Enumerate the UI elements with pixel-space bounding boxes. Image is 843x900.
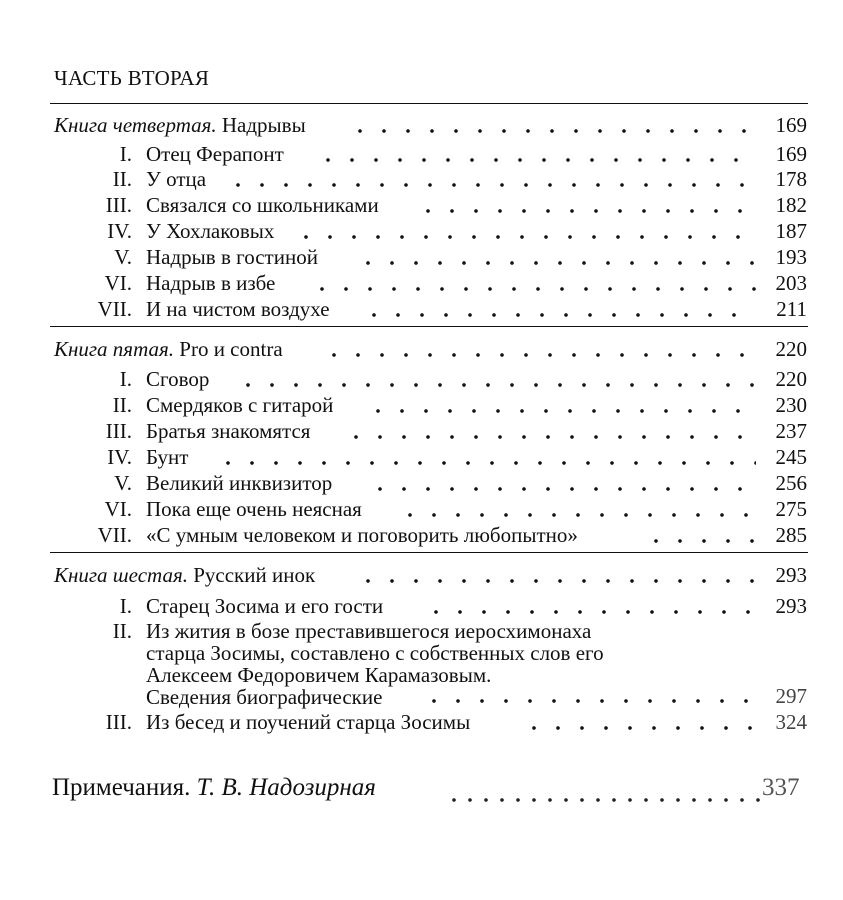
- chapter-entry[interactable]: [0, 593, 843, 619]
- leader-dots: [412, 207, 756, 215]
- page-number: 237: [775, 419, 807, 443]
- chapter-title-line: Сведения биографические: [146, 685, 383, 709]
- chapter-title: Связался со школьниками: [146, 193, 379, 217]
- page-number: 220: [775, 367, 807, 391]
- chapter-entry[interactable]: [0, 141, 843, 167]
- chapter-title-line: старца Зосимы, составлено с собственных слов его: [146, 641, 604, 665]
- book-label-italic: Книга шестая.: [54, 563, 188, 587]
- leader-dots: [222, 181, 756, 189]
- chapter-number: I.: [119, 367, 132, 391]
- page-number: 211: [776, 297, 807, 321]
- notes-author: Т. В. Надозирная: [196, 774, 376, 801]
- page-number: 275: [775, 497, 807, 521]
- chapter-number: II.: [112, 167, 132, 191]
- leader-dots: [352, 259, 756, 267]
- chapter-number: VI.: [104, 497, 132, 521]
- chapter-number: III.: [105, 193, 132, 217]
- chapter-entry[interactable]: [0, 496, 843, 522]
- chapter-entry[interactable]: [0, 218, 843, 244]
- page-number: 187: [775, 219, 807, 243]
- chapter-title: Отец Ферапонт: [146, 142, 284, 166]
- book-label-italic: Книга пятая.: [54, 337, 175, 361]
- chapter-title: Смердяков с гитарой: [146, 393, 334, 417]
- leader-dots: [364, 485, 756, 493]
- leader-dots: [340, 433, 756, 441]
- leader-dots: [446, 796, 760, 804]
- page-number: 203: [775, 271, 807, 295]
- book-title: Надрывы: [221, 113, 306, 137]
- notes-entry[interactable]: [52, 772, 376, 804]
- chapter-number: III.: [105, 419, 132, 443]
- leader-dots: [394, 511, 756, 519]
- book-label: [54, 112, 306, 138]
- leader-dots: [420, 608, 756, 616]
- leader-dots: [318, 351, 756, 359]
- page-number: 256: [775, 471, 807, 495]
- leader-dots: [358, 311, 756, 319]
- chapter-entry[interactable]: [0, 392, 843, 418]
- chapter-entry[interactable]: [0, 470, 843, 496]
- book-label-italic: Книга четвертая.: [54, 113, 217, 137]
- chapter-number: IV.: [107, 219, 132, 243]
- chapter-entry[interactable]: [0, 418, 843, 444]
- chapter-title: Пока еще очень неясная: [146, 497, 362, 521]
- page-number: 169: [775, 113, 807, 137]
- leader-dots: [362, 407, 756, 415]
- book-label: [54, 562, 315, 588]
- page-number: 230: [775, 393, 807, 417]
- chapter-title-line: Алексеем Федоровичем Карамазовым.: [146, 663, 492, 687]
- book-entry[interactable]: [0, 112, 843, 138]
- chapter-title: У Хохлаковых: [146, 219, 275, 243]
- chapter-number: I.: [119, 594, 132, 618]
- leader-dots: [418, 697, 756, 705]
- chapter-number: III.: [105, 710, 132, 734]
- leader-dots: [352, 577, 756, 585]
- page-number: 178: [775, 167, 807, 191]
- chapter-entry[interactable]: [0, 166, 843, 192]
- chapter-number: VII.: [97, 523, 132, 547]
- chapter-number: IV.: [107, 445, 132, 469]
- leader-dots: [640, 537, 756, 545]
- book-title: Pro и contra: [179, 337, 283, 361]
- chapter-title-line: Из жития в бозе преставившегося иеросхимонаха: [146, 619, 592, 643]
- book-title: Русский инок: [193, 563, 316, 587]
- divider: [50, 103, 808, 104]
- page-number: 169: [775, 142, 807, 166]
- page-number: 293: [775, 563, 807, 587]
- page-number: 220: [775, 337, 807, 361]
- page-number: 182: [775, 193, 807, 217]
- page-number: 285: [775, 523, 807, 547]
- chapter-title: «С умным человеком и поговорить любопытно»: [146, 523, 578, 547]
- chapter-entry[interactable]: [0, 444, 843, 470]
- leader-dots: [232, 381, 756, 389]
- chapter-entry[interactable]: [0, 522, 843, 548]
- book-entry[interactable]: [0, 336, 843, 362]
- leader-dots: [212, 459, 756, 467]
- page-number: 324: [775, 710, 807, 734]
- chapter-entry[interactable]: [0, 270, 843, 296]
- chapter-number: I.: [119, 142, 132, 166]
- chapter-title: Надрыв в избе: [146, 271, 276, 295]
- leader-dots: [312, 156, 756, 164]
- chapter-title: Великий инквизитор: [146, 471, 333, 495]
- chapter-page-row: [0, 685, 843, 707]
- chapter-entry[interactable]: [0, 296, 843, 322]
- chapter-entry[interactable]: [0, 366, 843, 392]
- chapter-number: VI.: [104, 271, 132, 295]
- page-number: 297: [775, 684, 807, 708]
- part-title: ЧАСТЬ ВТОРАЯ: [54, 66, 210, 90]
- leader-dots: [306, 285, 756, 293]
- chapter-title: Бунт: [146, 445, 189, 469]
- page-number: 193: [775, 245, 807, 269]
- page-number: 293: [775, 594, 807, 618]
- chapter-number: V.: [114, 471, 132, 495]
- chapter-number: II.: [112, 393, 132, 417]
- chapter-title: Из бесед и поучений старца Зосимы: [146, 710, 471, 734]
- chapter-title: У отца: [146, 167, 207, 191]
- page-number: 245: [775, 445, 807, 469]
- divider: [50, 326, 808, 327]
- chapter-entry[interactable]: [0, 709, 843, 735]
- leader-dots: [518, 724, 756, 732]
- leader-dots: [290, 233, 756, 241]
- book-label: [54, 336, 283, 362]
- notes-label: Примечания.: [52, 774, 191, 801]
- divider: [50, 552, 808, 553]
- chapter-entry[interactable]: [0, 192, 843, 218]
- chapter-number: V.: [114, 245, 132, 269]
- book-entry[interactable]: [0, 562, 843, 588]
- chapter-number: VII.: [97, 297, 132, 321]
- chapter-title: Братья знакомятся: [146, 419, 311, 443]
- chapter-number: II.: [112, 619, 132, 643]
- leader-dots: [344, 127, 756, 135]
- chapter-title: Старец Зосима и его гости: [146, 594, 384, 618]
- chapter-entry[interactable]: [0, 244, 843, 270]
- page-number: 337: [762, 774, 800, 801]
- chapter-title: И на чистом воздухе: [146, 297, 330, 321]
- chapter-title: Сговор: [146, 367, 210, 391]
- chapter-title: Надрыв в гостиной: [146, 245, 318, 269]
